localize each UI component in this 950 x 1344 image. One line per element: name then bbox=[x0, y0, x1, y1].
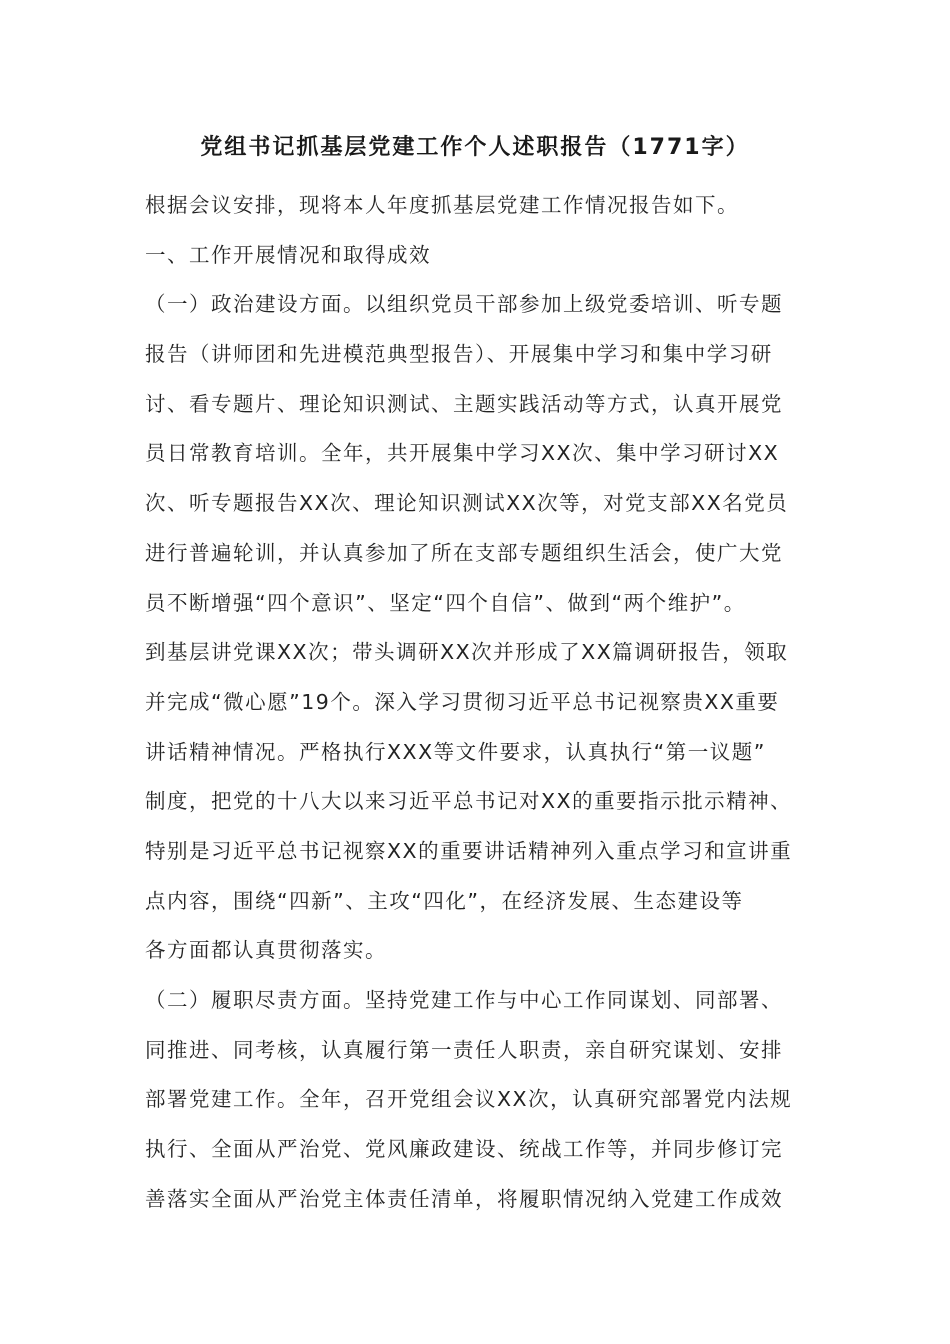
text-line: 执行、全面从严治党、党风廉政建设、统战工作等，并同步修订完 bbox=[145, 1137, 783, 1162]
text-line: 制度，把党的十八大以来习近平总书记对XX的重要指示批示精神、 bbox=[145, 789, 793, 814]
text-line: 根据会议安排，现将本人年度抓基层党建工作情况报告如下。 bbox=[145, 193, 739, 217]
section-heading: 一、工作开展情况和取得成效 bbox=[145, 242, 431, 267]
text-line: 员日常教育培训。全年，共开展集中学习XX次、集中学习研讨XX bbox=[145, 441, 780, 466]
text-line: （一）政治建设方面。以组织党员干部参加上级党委培训、听专题 bbox=[145, 292, 783, 317]
text-line: （二）履职尽责方面。坚持党建工作与中心工作同谋划、同部署、 bbox=[145, 988, 783, 1012]
text-line: 各方面都认真贯彻落实。 bbox=[145, 938, 387, 963]
text-line: 点内容，围绕“四新”、主攻“四化”，在经济发展、生态建设等 bbox=[145, 888, 744, 913]
text-line: 讨、看专题片、理论知识测试、主题实践活动等方式，认真开展党 bbox=[145, 391, 783, 416]
text-line: 同推进、同考核，认真履行第一责任人职责，亲自研究谋划、安排 bbox=[145, 1037, 783, 1062]
text-line: 讲话精神情况。严格执行XXX等文件要求，认真执行“第一议题” bbox=[145, 739, 766, 764]
text-line: 次、听专题报告XX次、理论知识测试XX次等，对党支部XX名党员 bbox=[145, 491, 789, 516]
text-line: 到基层讲党课XX次；带头调研XX次并形成了XX篇调研报告，领取 bbox=[145, 640, 789, 665]
text-line: 部署党建工作。全年，召开党组会议XX次，认真研究部署党内法规 bbox=[145, 1087, 793, 1112]
text-line: 员不断增强“四个意识”、坚定“四个自信”、做到“两个维护”。 bbox=[145, 590, 746, 615]
text-line: 进行普遍轮训，并认真参加了所在支部专题组织生活会，使广大党 bbox=[145, 540, 783, 565]
text-line: 并完成“微心愿”19个。深入学习贯彻习近平总书记视察贵XX重要 bbox=[145, 689, 780, 714]
text-line: 特别是习近平总书记视察XX的重要讲话精神列入重点学习和宣讲重 bbox=[145, 838, 793, 863]
text-line: 报告（讲师团和先进模范典型报告）、开展集中学习和集中学习研 bbox=[145, 342, 773, 367]
text-line: 善落实全面从严治党主体责任清单，将履职情况纳入党建工作成效 bbox=[145, 1186, 783, 1211]
document-title: 党组书记抓基层党建工作个人述职报告（1771字） bbox=[200, 135, 750, 160]
document-body bbox=[145, 181, 810, 1224]
